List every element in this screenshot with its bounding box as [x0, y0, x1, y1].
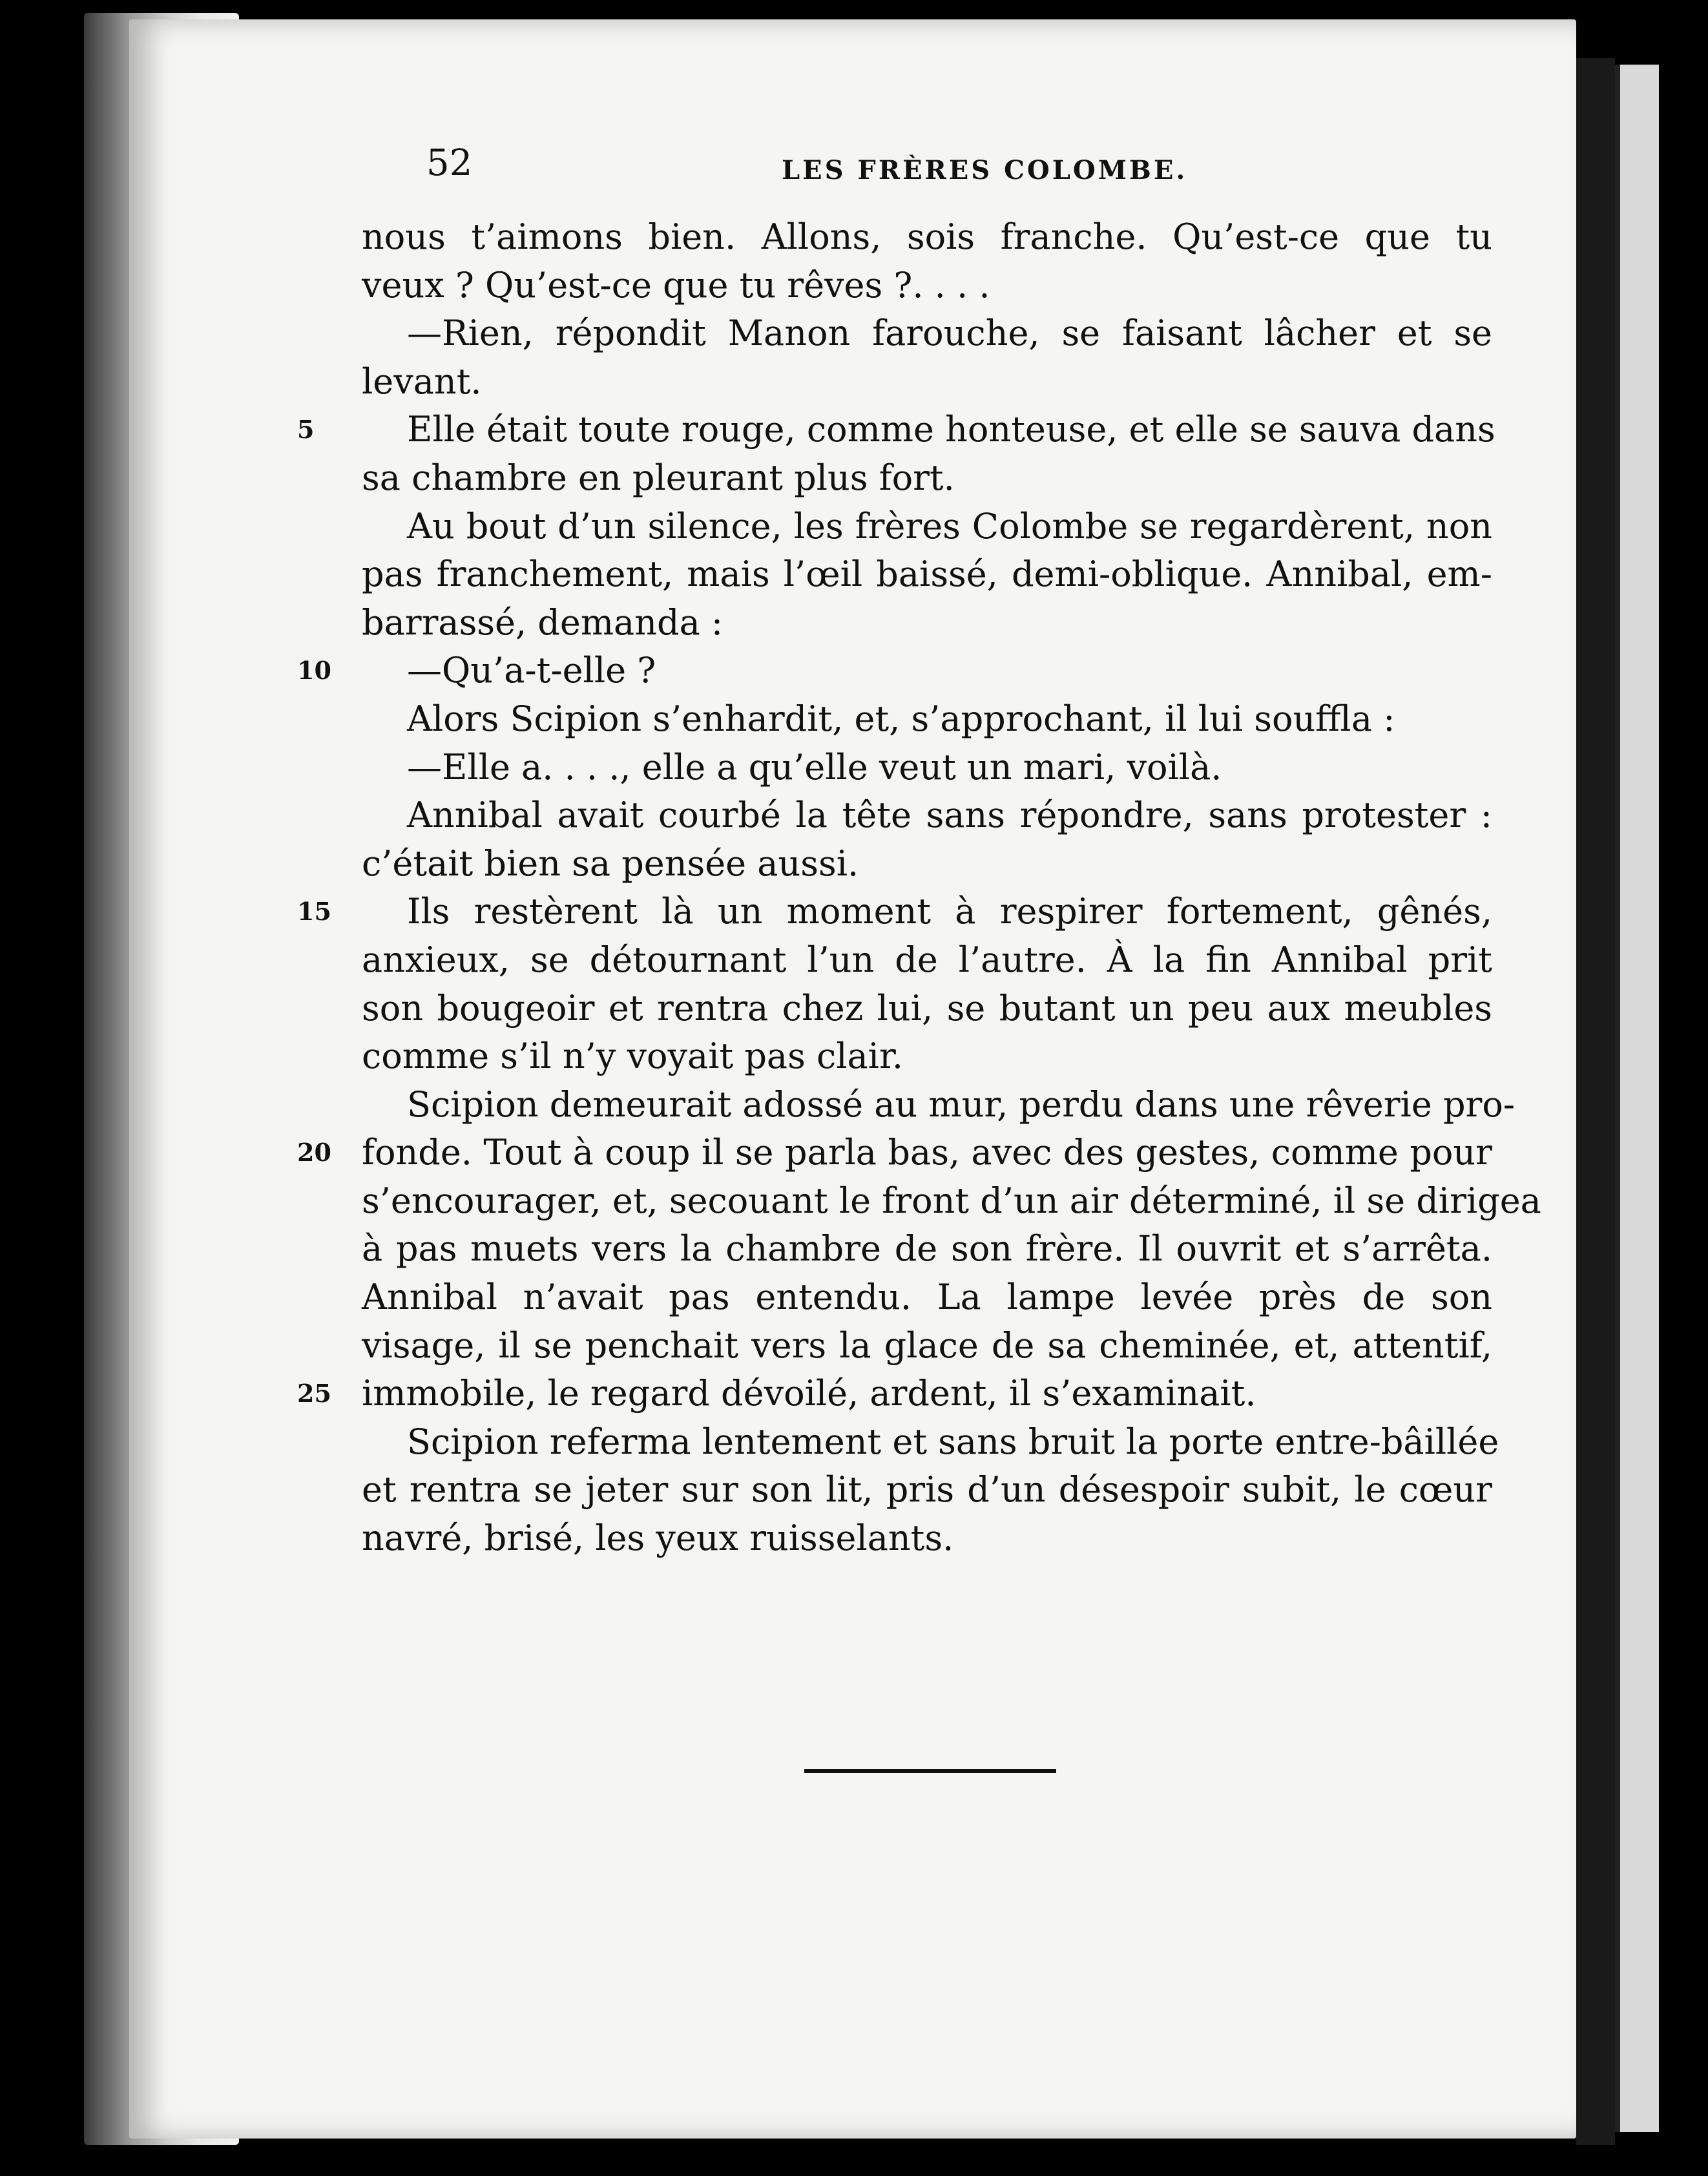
text-line: Scipion referma lentement et sans bruit la porte entre-bâillée [407, 1421, 1499, 1462]
body-text [297, 213, 1541, 1563]
text-line: Alors Scipion s’enhardit, et, s’approchant, il lui souffla : [407, 698, 1395, 739]
text-line: 5 Elle était toute rouge, comme honteuse, et elle se sauva dans [362, 406, 1492, 454]
text-line: navré, brisé, les yeux ruisselants. [362, 1518, 954, 1559]
running-head: LES FRÈRES COLOMBE. [782, 155, 1188, 185]
right-gutter [1576, 58, 1615, 2145]
text-line: c’était bien sa pensée aussi. [362, 842, 859, 884]
text-line: —Rien, répondit Manon farouche, se faisant lâcher et se [407, 313, 1492, 354]
text-line: barrassé, demanda : [362, 602, 724, 643]
text-line: —Elle a. . . ., elle a qu’elle veut un mari, voilà. [407, 746, 1222, 788]
text-line: comme s’il n’y voyait pas clair. [362, 1036, 904, 1077]
page-header [426, 142, 1460, 194]
page-number: 52 [426, 142, 473, 184]
text-line: 10 —Qu’a-t-elle ? [362, 647, 1492, 695]
text-line: Scipion demeurait adossé au mur, perdu dans une rêverie pro- [407, 1083, 1515, 1125]
text-line: 15 Ils restèrent là un moment à respirer fortement, gênés, [362, 888, 1492, 936]
text-line: visage, il se penchait vers la glace de sa cheminée, et, attentif, [362, 1324, 1492, 1366]
line-number: 25 [297, 1379, 331, 1408]
text-line: à pas muets vers la chambre de son frère. Il ouvrit et s’arrêta. [362, 1228, 1492, 1270]
line-number: 15 [297, 897, 331, 926]
line-number: 5 [297, 415, 315, 445]
text-line: pas franchement, mais l’œil baissé, demi-oblique. Annibal, em- [362, 554, 1492, 595]
text-line: s’encourager, et, secouant le front d’un air déterminé, il se dirigea [362, 1180, 1541, 1221]
line-number: 10 [297, 656, 331, 685]
end-rule [804, 1769, 1056, 1773]
text-line: levant. [362, 361, 482, 402]
text-line: Au bout d’un silence, les frères Colombe se regardèrent, non [407, 505, 1492, 547]
text-line: son bougeoir et rentra chez lui, se butant un peu aux meubles [362, 987, 1492, 1029]
text-line: Annibal n’avait pas entendu. La lampe levée près de son [362, 1277, 1492, 1318]
text-line: et rentra se jeter sur son lit, pris d’un désespoir subit, le cœur [362, 1469, 1492, 1511]
text-line: anxieux, se détournant l’un de l’autre. À la fin Annibal prit [362, 939, 1492, 980]
text-line: nous t’aimons bien. Allons, sois franche. Qu’est-ce que tu [362, 216, 1492, 257]
text-line: Annibal avait courbé la tête sans répondre, sans protester : [407, 795, 1492, 836]
text-line: 20 fonde. Tout à coup il se parla bas, avec des gestes, comme pour [362, 1129, 1492, 1177]
line-number: 20 [297, 1138, 331, 1167]
text-line: veux ? Qu’est-ce que tu rêves ?. . . . [362, 264, 990, 306]
facing-page-edge [1615, 65, 1659, 2132]
text-line: sa chambre en pleurant plus fort. [362, 457, 955, 498]
text-line: 25 immobile, le regard dévoilé, ardent, il s’examinait. [362, 1370, 1492, 1418]
